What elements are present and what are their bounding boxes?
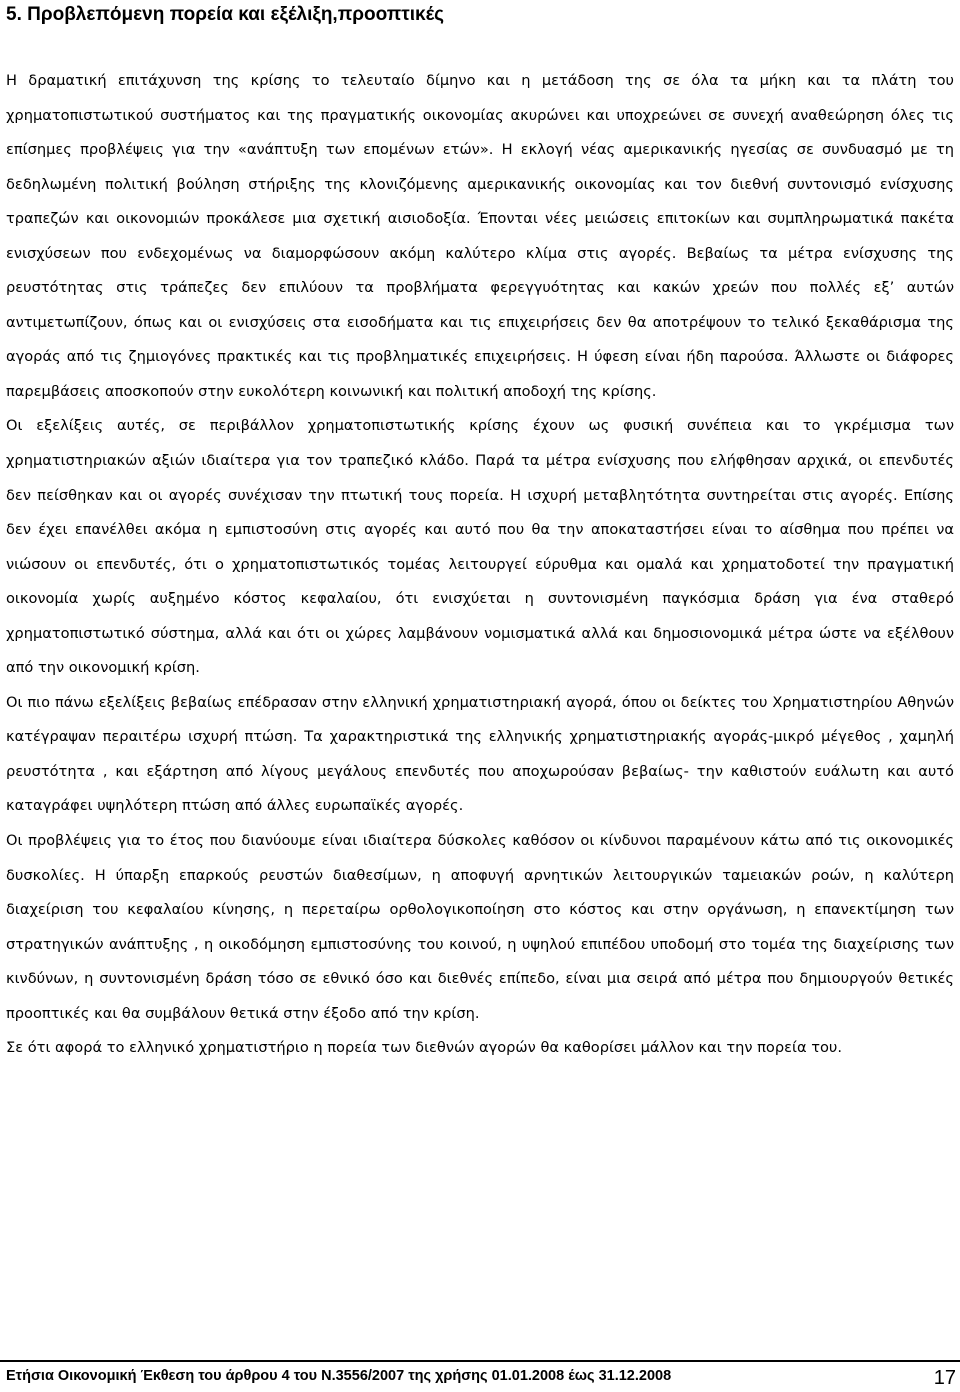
paragraph-5: Σε ότι αφορά το ελληνικό χρηματιστήριο η πορεία των διεθνών αγορών θα καθορίσει μάλλον και την πορεία του. [6,1039,843,1057]
paragraph-2: Οι εξελίξεις αυτές, σε περιβάλλον χρηματοπιστωτικής κρίσης έχουν ως φυσική συνέπεια και το γκρέμισμα των χρηματιστηριακών αξιών ιδιαίτερα για τον τραπεζικό κλάδο. Παρά τα μέτρα ενίσχυσης που ελήφθησαν αρχικά, οι επενδυτές δεν πείσθηκαν και οι αγορές συνέχισαν την πτωτική τους πορεία. Η ισχυρή μεταβλητότητα συντηρείται στις αγορές. Επίσης δεν έχει επανέλθει ακόμα η εμπιστοσύνη στις αγορές και αυτό που θα την αποκαταστήσει είναι το αίσθημα που πρέπει να νιώσουν οι επενδυτές, ότι ο χρηματοπιστωτικός τομέας λειτουργεί εύρυθμα και ομαλά και χρηματοδοτεί την πραγματική οικονομία χωρίς αυξημένο κόστος κεφαλαίου, ότι ενισχύεται η συντονισμένη παγκόσμια δράση για ένα σταθερό χρηματοπιστωτικό σύστημα, αλλά και ότι οι χώρες λαμβάνουν νομισματικά αλλά και δημοσιονομικά μέτρα ώστε να εξέλθουν από την οικονομική κρίση. [6,417,954,677]
footer-title: Ετήσια Οικονομική Έκθεση του άρθρου 4 του Ν.3556/2007 της χρήσης 01.01.2008 έως 31.12.2008 [6,1368,672,1384]
page-footer [0,1360,960,1392]
paragraph-3: Οι πιο πάνω εξελίξεις βεβαίως επέδρασαν στην ελληνική χρηματιστηριακή αγορά, όπου οι δείκτες του Χρηματιστηρίου Αθηνών κατέγραψαν περαιτέρω ισχυρή πτώση. Τα χαρακτηριστικά της ελληνικής χρηματιστηριακής αγοράς-μικρό μέγεθος , χαμηλή ρευστότητα , και εξάρτηση από λίγους μεγάλους επενδυτές που αποχωρούσαν βεβαίως- την καθιστούν ευάλωτη και αυτό καταγράφει υψηλότερη πτώση από άλλες ευρωπαϊκές αγορές. [6,693,954,815]
paragraph-4: Οι προβλέψεις για το έτος που διανύουμε είναι ιδιαίτερα δύσκολες καθόσον οι κίνδυνοι παραμένουν κάτω από τις οικονομικές δυσκολίες. Η ύπαρξη επαρκούς ρευστών διαθεσίμων, η αποφυγή αρνητικών λειτουργικών ταμειακών ροών, η καλύτερη διαχείριση του κεφαλαίου κίνησης, η περεταίρω ορθολογικοποίηση στο κόστος και στην οργάνωση, η επανεκτίμηση των στρατηγικών ανάπτυξης , η οικοδόμηση εμπιστοσύνης του κοινού, η υψηλού επιπέδου υποδομή στο τομέα της διαχείρισης των κινδύνων, η συντονισμένη δράση τόσο σε εθνικό όσο και διεθνές επίπεδο, είναι μια σειρά από μέτρα που δημιουργούν θετικές προοπτικές και θα συμβάλουν θετικά στην έξοδο από την κρίση. [6,832,954,1022]
section-heading: 5. Προβλεπόμενη πορεία και εξέλιξη,προοπτικές [6,4,445,25]
body-text [6,64,954,1066]
page-number: 17 [933,1367,956,1389]
footer-divider [0,1360,960,1362]
paragraph-1: Η δραματική επιτάχυνση της κρίσης το τελευταίο δίμηνο και η μετάδοση της σε όλα τα μήκη και τα πλάτη του χρηματοπιστωτικού συστήματος και της πραγματικής οικονομίας ακυρώνει και υποχρεώνει σε συνεχή αναθεώρηση όλες τις επίσημες προβλέψεις για την «ανάπτυξη των επομένων ετών». Η εκλογή νέας αμερικανικής ηγεσίας σε συνδυασμό με τη δεδηλωμένη πολιτική βούληση στήριξης της κλονιζόμενης αμερικανικής οικονομίας και τον διεθνή συντονισμό ενίσχυσης τραπεζών και οικονομιών προκάλεσε μια σχετική αισιοδοξία. Έπονται νέες μειώσεις επιτοκίων και συμπληρωματικά πακέτα ενισχύσεων που ενδεχομένως να διαμορφώσουν ακόμη καλύτερο κλίμα στις αγορές. Βεβαίως τα μέτρα ενίσχυσης της ρευστότητας στις τράπεζες δεν επιλύουν τα προβλήματα φερεγγυότητας και κακών χρεών που πολλές εξ’ αυτών αντιμετωπίζουν, όπως και οι ενισχύσεις στα εισοδήματα και τις επιχειρήσεις δεν θα αποτρέψουν το τελικό ξεκαθάρισμα της αγοράς από τις ζημιογόνες πρακτικές και τις προβληματικές επιχειρήσεις. Η ύφεση είναι ήδη παρούσα. Άλλωστε οι διάφορες παρεμβάσεις αποσκοπούν στην ευκολότερη κοινωνική και πολιτική αποδοχή της κρίσης. [6,72,954,400]
